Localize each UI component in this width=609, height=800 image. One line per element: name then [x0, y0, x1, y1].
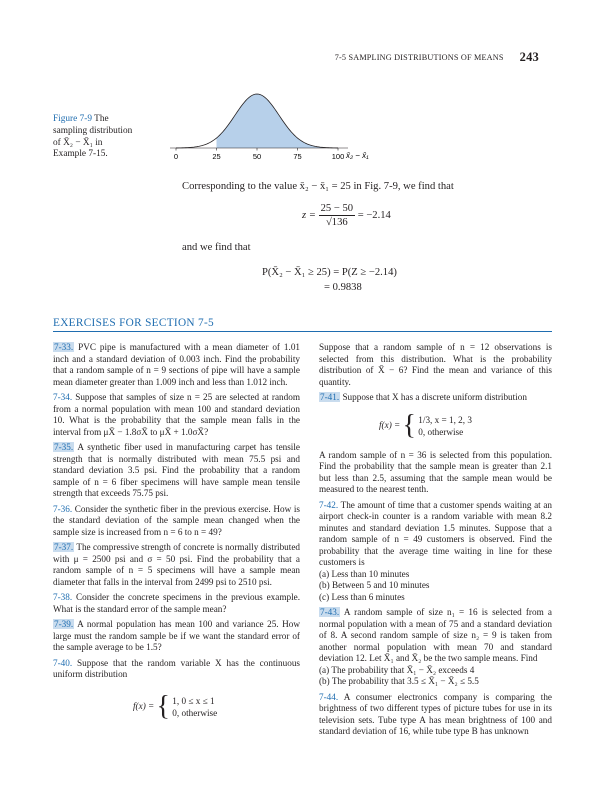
- exercise-text: The compressive strength of concrete is normally distributed with μ = 2500 psi and σ = 50 psi. Find the probability that a random sample of n = 5 specimens will have a sample mean diameter that falls in the interval from 2499 psi to 2510 psi.: [53, 542, 300, 587]
- part-a: (a) The probability that X̄₁ − X̄₂ exceeds 4: [319, 664, 475, 675]
- shaded-area: [217, 94, 339, 148]
- fx-cases: [418, 414, 472, 438]
- exercise-7-36: [53, 504, 300, 539]
- z-equation: [302, 202, 552, 229]
- z-rhs: = −2.14: [357, 209, 391, 221]
- exercise-number: 7-35.: [54, 442, 74, 452]
- exercise-number: 7-34.: [53, 392, 73, 402]
- figure-caption: [53, 114, 153, 161]
- fx-case-1: 1/3, x = 1, 2, 3: [418, 414, 472, 425]
- exercise-text: The amount of time that a customer spends waiting at an airport check-in counter is a random variable with mean 8.2 minutes and standard deviation 1.5 minutes. Suppose that a random sample of n = 49 customers is observed. Find the probability that the average time waiting in line for these customers is: [319, 499, 552, 567]
- exercises-heading: EXERCISES FOR SECTION 7-5: [53, 317, 214, 329]
- exercise-text: PVC pipe is manufactured with a mean diameter of 1.01 inch and a standard deviation of 0.003 inch. Find the probability that a random sample of n = 9 sections of pipe will have a sample mean diameter greater than 1.009 inch and less than 1.012 inch.: [53, 342, 301, 387]
- exercise-7-34: [53, 392, 300, 438]
- x-tick-label: 0: [173, 152, 179, 161]
- x-tick-label: 25: [212, 152, 221, 161]
- exercise-text: Suppose that samples of size n = 25 are selected at random from a normal population with mean 100 and standard deviation 10. What is the probability that the sample mean falls in the interval from μX̄ − 1.8σX̄ to μX̄ + 1.0σX̄?: [53, 392, 300, 437]
- caption-line-4: Example 7-15.: [53, 149, 108, 160]
- exercise-7-38: [53, 592, 300, 615]
- part-c: (c) Less than 6 minutes: [319, 591, 405, 602]
- example-text: [182, 180, 552, 294]
- z-denominator: √136: [325, 217, 348, 228]
- exercise-number: 7-40.: [53, 657, 73, 668]
- fx-cases: [172, 695, 217, 719]
- exercise-7-44: [319, 692, 552, 738]
- caption-line-1: The: [94, 114, 109, 124]
- exercise-7-37: [53, 542, 300, 588]
- exercise-number: 7-44.: [319, 691, 339, 702]
- section-title: 7-5 SAMPLING DISTRIBUTIONS OF MEANS: [334, 53, 504, 62]
- exercise-7-41-continued: A random sample of n = 36 is selected from this population. Find the probability that the sample mean is greater than 2.1 but less than 2.5, assuming that the sample mean would be measured to the nearest tenth.: [319, 449, 552, 494]
- exercise-number: 7-36.: [53, 503, 73, 514]
- discrete-uniform-pdf: [379, 409, 552, 441]
- part-b: (b) The probability that 3.5 ≤ X̄₁ − X̄₂ ≤ 5.5: [319, 676, 479, 686]
- exercise-7-41: [319, 392, 552, 404]
- exercise-text: Consider the synthetic fiber in the previous exercise. How is the standard deviation of the sample mean changed when the sample size is increased from n = 6 to n = 49?: [53, 503, 300, 537]
- exercise-number: 7-43.: [320, 607, 340, 617]
- exercise-text: Consider the concrete specimens in the previous example. What is the standard error of the sample mean?: [53, 592, 301, 614]
- part-a: (a) Less than 10 minutes: [319, 568, 410, 579]
- exercise-text: A random sample of size n₁ = 16 is selected from a normal population with a mean of 75 and a standard deviation of 8. A second random sample of size n₂ = 9 is taken from another normal population with mean 70 and standard deviation 12. Let X̄₁ and X̄₂ be the two sample means. Find: [319, 607, 552, 663]
- exercise-number: 7-41.: [320, 392, 340, 402]
- exercise-7-35: [53, 442, 300, 500]
- fx-case-1: 1, 0 ≤ x ≤ 1: [172, 695, 215, 706]
- exercise-7-33: [53, 342, 300, 388]
- x-tick-label: 50: [252, 152, 262, 161]
- z-lhs: z =: [302, 209, 316, 221]
- exercise-7-42: [319, 500, 552, 604]
- running-header: [335, 50, 539, 65]
- exercise-number: 7-39.: [54, 619, 74, 629]
- sampling-distribution-figure: [166, 88, 386, 168]
- fx-case-2: 0, otherwise: [418, 426, 464, 437]
- caption-line-3: of X̄₂ − X̄₁ in: [53, 137, 103, 148]
- brace-glyph: {: [402, 409, 416, 441]
- exercise-7-40-continued: Suppose that a random sample of n = 12 observations is selected from this distribution. What is the probability distribution of X̄ − 6? Find the mean and variance of this quantity.: [319, 342, 552, 387]
- fx-case-2: 0, otherwise: [172, 707, 218, 718]
- caption-line-2: sampling distribution: [53, 125, 133, 136]
- fx-lhs: f(x) =: [379, 419, 401, 430]
- prob-line-1: P(X̄₂ − X̄₁ ≥ 25) = P(Z ≥ −2.14): [262, 267, 397, 278]
- exercise-number: 7-37.: [54, 542, 74, 552]
- right-column: [319, 342, 552, 742]
- z-numerator: 25 − 50: [320, 203, 354, 214]
- exercise-text: A synthetic fiber used in manufacturing carpet has tensile strength that is normally distributed with mean 75.5 psi and standard deviation 3.5 psi. Find the probability that a random sample of n = 6 fiber specimens will have sample mean tensile strength that exceeds 75.75 psi.: [53, 442, 300, 498]
- exercise-7-43: [319, 607, 552, 688]
- x-tick-label: 75: [293, 152, 302, 161]
- figure-label: Figure 7-9: [53, 114, 92, 124]
- exercise-7-40: [53, 658, 300, 681]
- exercise-text: A consumer electronics company is comparing the brightness of two different types of picture tubes for use in its television sets. Tube type A has mean brightness of 100 and standard deviation of 16, while tube type B has unknown: [319, 691, 552, 736]
- exercise-text: A normal population has mean 100 and variance 25. How large must the random sample be if we want the standard error of the sample average to be 1.5?: [53, 619, 300, 652]
- left-column: [53, 342, 300, 721]
- x-tick-label: 100: [331, 152, 345, 161]
- page-number: 243: [519, 50, 539, 64]
- fx-lhs: f(x) =: [133, 700, 155, 711]
- x-axis-label: x̄₂ − x̄₁: [346, 151, 369, 160]
- exercise-text: Suppose that the random variable X has the continuous uniform distribution: [53, 657, 301, 679]
- paragraph-2: and we find that: [182, 242, 251, 253]
- uniform-pdf: [133, 690, 300, 722]
- part-b: (b) Between 5 and 10 minutes: [319, 580, 430, 590]
- exercise-number: 7-42.: [319, 499, 339, 510]
- exercise-number: 7-38.: [53, 592, 73, 602]
- z-fraction: [319, 202, 355, 229]
- exercise-number: 7-33.: [54, 342, 74, 352]
- brace-glyph: {: [156, 690, 170, 722]
- paragraph-1: Corresponding to the value x̄₂ − x̄₁ = 25 in Fig. 7-9, we find that: [182, 181, 454, 192]
- prob-line-2: = 0.9838: [324, 282, 362, 293]
- heading-rule: [53, 331, 552, 332]
- exercise-7-39: [53, 619, 300, 654]
- exercise-text: Suppose that X has a discrete uniform distribution: [342, 392, 527, 402]
